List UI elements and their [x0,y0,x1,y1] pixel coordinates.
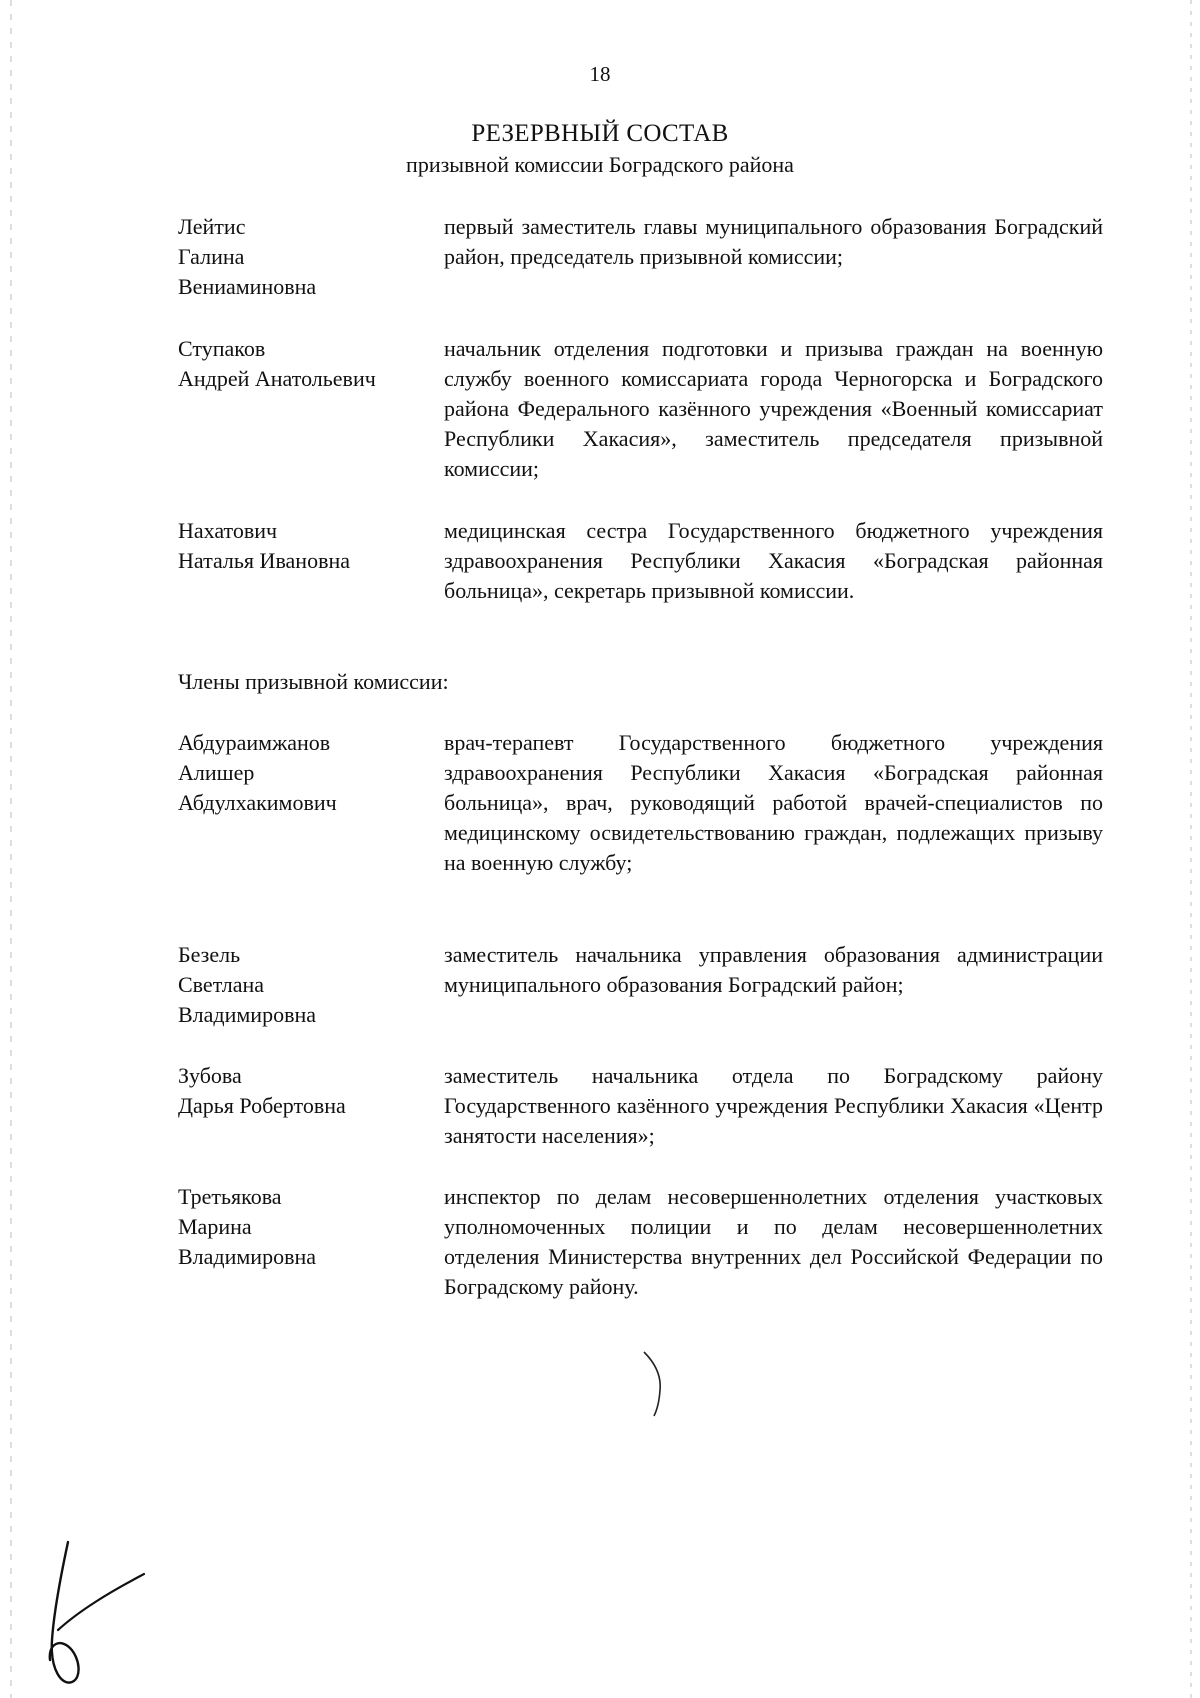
name-line: Марина [178,1214,252,1239]
members-heading: Члены призывной комиссии: [178,669,449,694]
person-role: инспектор по делам несовершеннолетних отделения участковых уполномоченных полиции и по делам несовершеннолетних отделения Министерства внутренних дел Российской Федерации по Боградскому району. [444,1184,1103,1299]
name-line: Лейтис [178,214,246,239]
name-line: Третьякова [178,1184,282,1209]
person-role: врач-терапевт Государственного бюджетного учреждения здравоохранения Республики Хакасия «Боградская районная больница», врач, руководящий работой врачей-специалистов по медицинскому освидетельствованию граждан, подлежащих призыву на военную службу; [444,730,1103,875]
signature-icon [40,1540,150,1690]
name-line: Светлана [178,972,265,997]
name-line: Зубова [178,1063,242,1088]
person-role: заместитель начальника отдела по Боградскому району Государственного казённого учреждения Республики Хакасия «Центр занятости населения»; [444,1063,1103,1148]
name-line: Алишер [178,760,255,785]
person-role: первый заместитель главы муниципального образования Боградский район, председатель призывной комиссии; [444,214,1103,269]
person-name [178,940,428,1030]
pen-mark-icon [640,1350,670,1420]
name-line: Галина [178,244,245,269]
person-name [178,516,428,576]
document-subtitle: призывной комиссии Боградского района [406,152,794,177]
person-name [178,1182,428,1272]
person-role: заместитель начальника управления образования администрации муниципального образования Боградский район; [444,942,1103,997]
name-line: Абдураимжанов [178,730,331,755]
name-line: Владимировна [178,1002,317,1027]
name-line: Владимировна [178,1244,317,1269]
name-line: Абдулхакимович [178,790,337,815]
person-role: медицинская сестра Государственного бюджетного учреждения здравоохранения Республики Хакасия «Боградская районная больница», секретарь призывной комиссии. [444,518,1103,603]
person-name [178,334,428,394]
document-title: РЕЗЕРВНЫЙ СОСТАВ [471,120,729,147]
name-line: Наталья Ивановна [178,548,351,573]
name-line: Андрей Анатольевич [178,366,376,391]
person-name [178,1061,428,1121]
scan-edge-left [10,0,12,1698]
name-line: Нахатович [178,518,278,543]
person-name [178,212,428,302]
name-line: Дарья Робертовна [178,1093,346,1118]
person-role: начальник отделения подготовки и призыва граждан на военную службу военного комиссариата города Черногорска и Боградского района Федерального казённого учреждения «Военный комиссариат Республики Хакасия», заместитель председателя призывной комиссии; [444,336,1103,481]
scan-edge-right [1190,0,1192,1698]
person-name [178,728,428,818]
name-line: Ступаков [178,336,266,361]
name-line: Безель [178,942,241,967]
page-number: 18 [589,62,611,86]
name-line: Вениаминовна [178,274,317,299]
